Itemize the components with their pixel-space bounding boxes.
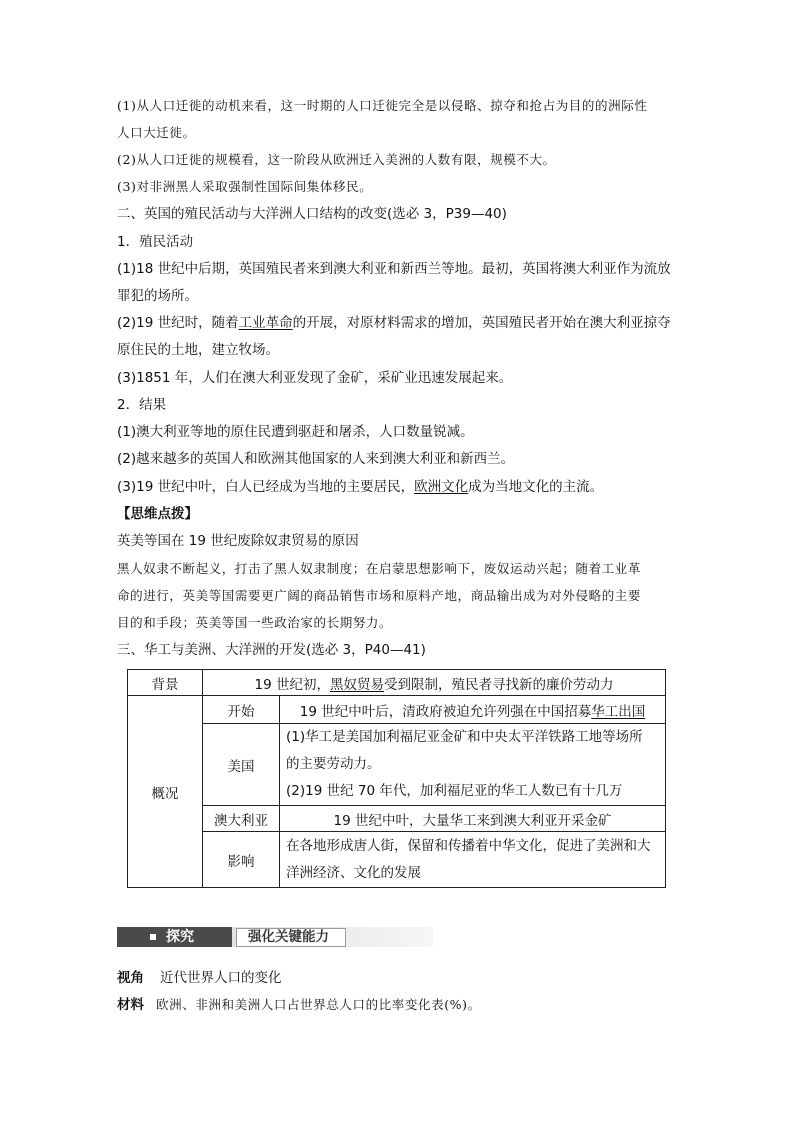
tip-label: 【思维点拨】 [117, 506, 198, 522]
sec2-b3: (3)19 世纪中叶，白人已经成为当地的主要居民，欧洲文化成为当地文化的主流。 [117, 479, 604, 495]
cell-us-text: (1)华工是美国加利福尼亚金矿和中央太平洋铁路工地等场所 的主要劳动力。 (2)19 世纪 70 年代，加利福尼亚的华工人数已有十几万 [280, 724, 666, 806]
keyword-workers-abroad: 华工出国 [591, 703, 646, 720]
material-text: 欧洲、非洲和美洲人口占世界总人口的比率变化表(%)。 [156, 997, 481, 1012]
view-label: 视角 [117, 970, 144, 986]
tip-line-1: 黑人奴隶不断起义，打击了黑人奴隶制度；在启蒙思想影响下，废奴运动兴起；随着工业革 [117, 561, 642, 576]
banner-left-text: 探究 [166, 929, 194, 945]
sec1-p1b: 人口大迁徙。 [117, 125, 196, 140]
view-line [117, 969, 282, 987]
tip-line-3: 目的和手段；英美等国一些政治家的长期努力。 [117, 615, 393, 630]
sec1-p1a: (1)从人口迁徙的动机来看，这一时期的人口迁徙完全是以侵略、掠夺和抢占为目的的洲际性 [117, 98, 648, 113]
cell-us-label: 美国 [203, 724, 280, 806]
sec2-sub2: 2．结果 [117, 397, 167, 413]
cell-overview-label: 概况 [128, 696, 203, 888]
sec3-heading: 三、华工与美洲、大洋洲的开发(选必 3，P40—41) [117, 642, 426, 658]
chinese-workers-table [127, 669, 666, 888]
sec2-a2b: 原住民的土地，建立牧场。 [117, 342, 279, 358]
cell-impact-text: 在各地形成唐人街，保留和传播着中华文化，促进了美洲和大 洋洲经济、文化的发展 [280, 832, 666, 888]
material-line [117, 996, 481, 1014]
cell-start-label: 开始 [203, 696, 280, 724]
table-row-us [128, 724, 666, 806]
sec2-a3: (3)1851 年，人们在澳大利亚发现了金矿，采矿业迅速发展起来。 [117, 370, 513, 386]
view-text: 近代世界人口的变化 [160, 970, 282, 986]
sec1-p3: (3)对非洲黑人采取强制性国际间集体移民。 [117, 179, 373, 194]
table-row-impact [128, 832, 666, 888]
sec2-a1a: (1)18 世纪中后期，英国殖民者来到澳大利亚和新西兰等地。最初，英国将澳大利亚作为流放 [117, 261, 671, 277]
table-row-australia [128, 806, 666, 832]
sec2-a2a: (2)19 世纪时，随着工业革命的开展，对原材料需求的增加，英国殖民者开始在澳大利亚掠夺 [117, 315, 671, 331]
sec2-b2: (2)越来越多的英国人和欧洲其他国家的人来到澳大利亚和新西兰。 [117, 451, 515, 467]
material-label: 材料 [117, 997, 144, 1013]
banner-right-text: 强化关键能力 [248, 929, 329, 945]
table-row-start [128, 696, 666, 724]
keyword-industrial-revolution: 工业革命 [238, 315, 293, 331]
keyword-european-culture: 欧洲文化 [414, 479, 469, 495]
cell-australia-label: 澳大利亚 [203, 806, 280, 832]
cell-background-text: 19 世纪初，黑奴贸易受到限制，殖民者寻找新的廉价劳动力 [203, 670, 666, 696]
sec2-a1b: 罪犯的场所。 [117, 288, 198, 304]
sec2-b1: (1)澳大利亚等地的原住民遭到驱赶和屠杀，人口数量锐减。 [117, 424, 474, 440]
tip-title: 英美等国在 19 世纪废除奴隶贸易的原因 [117, 533, 359, 549]
sec2-heading: 二、英国的殖民活动与大洋洲人口结构的改变(选必 3，P39—40) [117, 206, 507, 222]
square-bullet-icon [150, 934, 156, 940]
cell-start-text: 19 世纪中叶后，清政府被迫允许列强在中国招募华工出国 [280, 696, 666, 724]
sec2-sub1: 1．殖民活动 [117, 234, 194, 250]
cell-australia-text: 19 世纪中叶，大量华工来到澳大利亚开采金矿 [280, 806, 666, 832]
sec1-p2: (2)从人口迁徙的规模看，这一阶段从欧洲迁入美洲的人数有限，规模不大。 [117, 152, 556, 167]
tip-line-2: 命的进行，英美等国需要更广阔的商品销售市场和原料产地，商品输出成为对外侵略的主要 [117, 588, 642, 603]
table-row-background [128, 670, 666, 696]
cell-background-label: 背景 [128, 670, 203, 696]
keyword-slave-trade: 黑奴贸易 [329, 676, 384, 693]
cell-impact-label: 影响 [203, 832, 280, 888]
